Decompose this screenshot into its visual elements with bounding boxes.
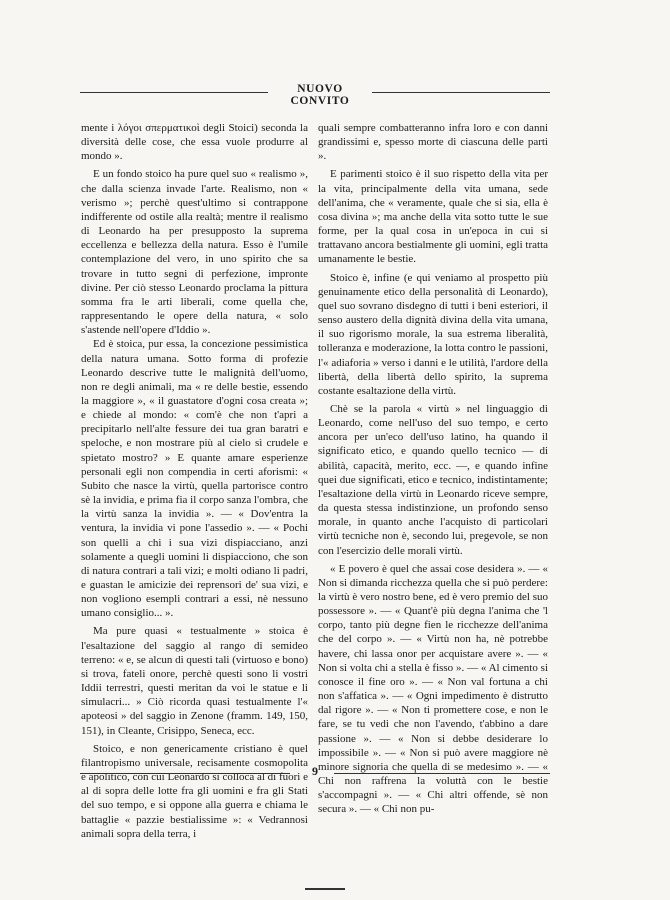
paragraph: Ma pure quasi « testualmente » stoica è l'esaltazione del saggio al rango di semideo terreno: « e, se alcun di questi tali (virtuoso e bono) si trova, fateli onore, perchè questi sono li vostri Iddii terrestri, questi meritan da voi le statue e li simulacri... » Ciò ricorda quasi testualmente l'« apoteosi » del saggio in Zenone (framm. 149, 150, 151), in Cleante, Crisippo, Seneca, ecc. <box>81 625 308 737</box>
paragraph: « E povero è quel che assai cose desidera ». — « Non si dimanda ricchezza quella che si può perdere: la virtù è vero nostro bene, ed è vero premio del suo possessore ». — « Quant'è più degna l'anima che 'l corpo, tanto più degne fien le ricchezze dell'anima che del corpo ». — « Virtù non ha, nè potrebbe havere, chi lassa onor per acquistare avere ». — « Non si volta chi a stella è fisso ». — « Al cimento si conosce il fine oro ». — « Non val fortuna a chi non s'affatica ». — « Ogni impedimento è distrutto dal rigore ». — « Non ti promettere cose, e non le fare, se tu vedi che non l'avendo, t'abbino a dare passione ». — « Non si debbe desiderare lo impossibile ». — « Non si può avere maggiore nè minore signoria che quella di se medesimo ». — « Chi non raffrena la voluttà con le bestie s'accompagni ». — « Chi altri offende, sè non secura ». — « Chi non pu- <box>318 562 548 816</box>
paragraph: mente i λόγοι σπερματικοὶ degli Stoici) seconda la diversità delle cose, che essa vuole produrre al mondo ». <box>81 122 308 163</box>
left-text-column <box>81 121 308 841</box>
footer-rule-left <box>80 773 290 774</box>
paragraph: E un fondo stoico ha pure quel suo « realismo », che dalla scienza invade l'arte. Realismo, non « verismo »; perchè quest'ultimo si contrappone indifferente od ostile alla realtà; mentre il realismo di Leonardo ha per presupposto la suprema eccellenza e bellezza della natura. Esso è l'umile contemplazione del vero, in uno spirito che sa trovare in tutto segni di perfezione, impronte divine. Per ciò stesso Leonardo proclama la pittura somma fra le arti liberali, come quella che, rappresentando le opere della natura, « solo s'astende nell'opere d'Iddio ». <box>81 168 308 337</box>
page-number: 9 <box>312 764 318 778</box>
bottom-ornament-rule <box>305 888 345 890</box>
page-footer <box>80 764 550 782</box>
paragraph: E parimenti stoico è il suo rispetto della vita per la vita, principalmente della vita umana, sede dell'anima, che « veramente, quale che si sia, ella è cosa divina »; ma anche della vita sotto tutte le sue forme, per la qual cosa in un'epoca in cui si trattavano ancora bestialmente gli uomini, egli tratta umanamente le bestie. <box>318 168 549 266</box>
footer-rule-right <box>334 773 550 774</box>
paragraph: Chè se la parola « virtù » nel linguaggio di Leonardo, come nell'uso del suo tempo, e certo ancora per un'eco dell'uso latino, ha quando il significato etico, e quando quello tecnico — di abilità, capacità, merito, ecc. —, e quando infine quei due significati, etico e tecnico, indistintamente; l'esaltazione della virtù in Leonardo riceve sempre, da questa stessa indistinzione, un profondo senso morale, in quanto anche l'acquisto di particolari virtù tecniche non è, secondo lui, pregevole, se non con l'esercizio delle morali virtù. <box>318 402 548 557</box>
right-text-column <box>318 121 548 817</box>
paragraph: Stoico è, infine (e qui veniamo al prospetto più genuinamente etico della personalità di Leonardo), quel suo sovrano disdegno di tutti i beni esteriori, il senso austero della dignità divina della vita umana, il suo rigorismo morale, la sua estrema liberalità, tolleranza e moderazione, la lotta contro le passioni, l'« adiaforia » verso i danni e le utilità, l'ardore della libertà, della libertà dello spirito, la suprema costante esaltazione della virtù. <box>318 271 548 397</box>
running-header <box>80 82 550 107</box>
header-rule-right <box>372 92 550 93</box>
paragraph: Stoico, e non genericamente cristiano è quel filantropismo universale, recisamente cosmopolita e apolitico, con cui Leonardo si colloca al di fuori e al di sopra delle lotte fra gli uomini e fra gli Stati del suo tempo, e si oppone alla guerra e chiama le battaglie « pazzie bestialissime »: « Vedrannosi animali sopra della terra, i <box>81 742 308 840</box>
header-rule-left <box>80 92 268 93</box>
paragraph: quali sempre combatteranno infra loro e con danni grandissimi e, spesso morte di ciascuna delle parti ». <box>318 122 548 163</box>
journal-title: NUOVO CONVITO <box>290 83 350 107</box>
paragraph: Ed è stoica, pur essa, la concezione pessimistica della natura umana. Sotto forma di profezie Leonardo descrive tutte le malignità dell'uomo, non re degli animali, ma « re delle bestie, essendo la maggiore », « il guastatore d'ogni cosa creata »; e chiede al mondo: « com'è che non t'apri a precipitarlo nell'alte fessure dei tua gran baratri e speloche, e non mostrare più al cielo sì crudele e spietato mostro? » E quante amare esperienze personali egli non compendia in certi aforismi: « Subito che nasce la virtù, quella partorisce contro sè la invidia, e prima fia il corpo sanza l'ombra, che la virtù sanza la invidia ». — « Dov'entra la ventura, la invidia vi pone l'assedio ». — « Pochi son quelli a chi i sua vizi dispiacciano, anzi solamente a quegli uomini li dispiacciono, che son di natura contrari a tali vizi; e molti odiano li padri, e guastan le amicizie dei reprensori de' sua vizi, e non vogliono esempli contrari a essi, nè nessuno umano consiglio... ». <box>81 338 308 620</box>
